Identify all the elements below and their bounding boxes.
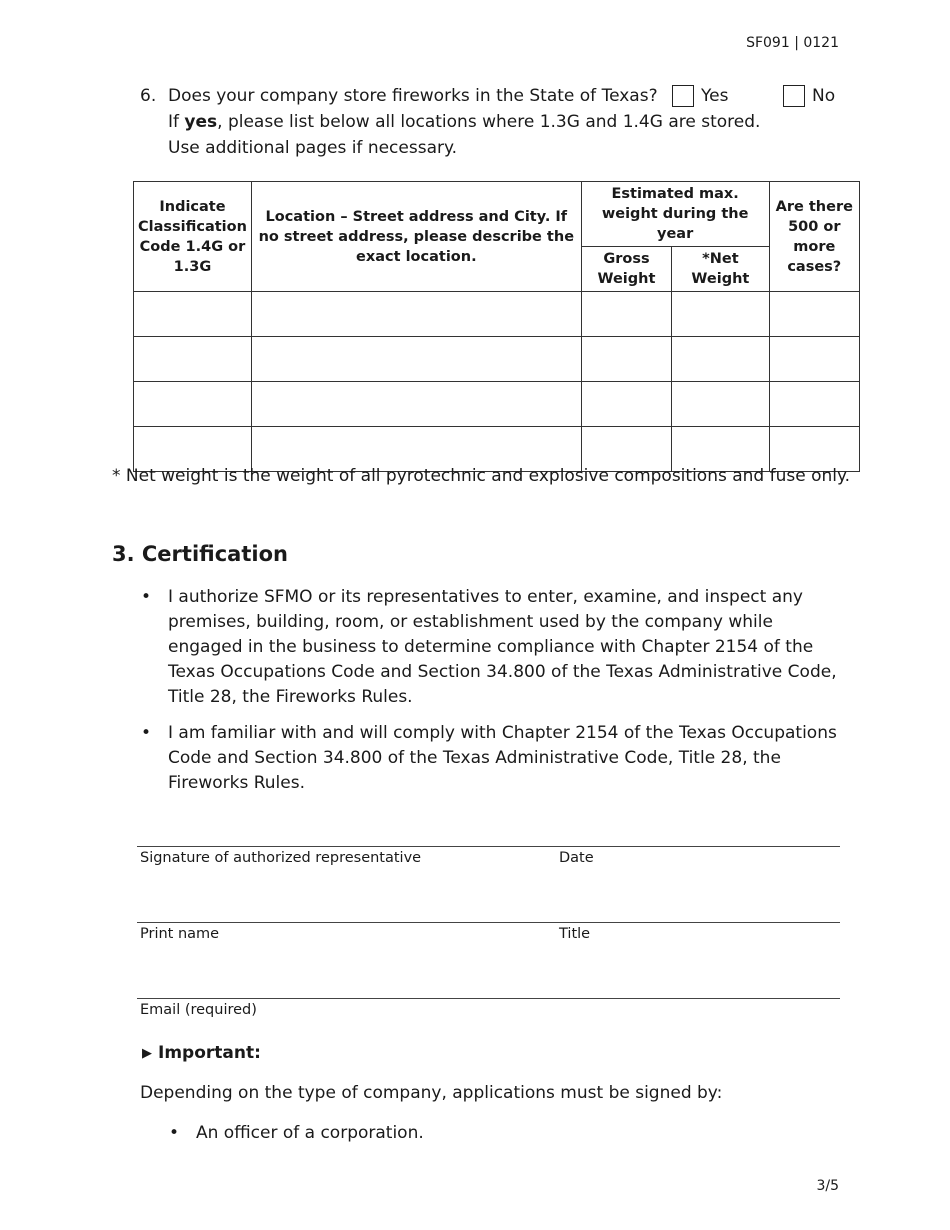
net-weight-cell[interactable] (672, 337, 769, 382)
date-field[interactable] (556, 815, 840, 845)
signing-requirement-intro: Depending on the type of company, applications must be signed by: (140, 1083, 723, 1103)
title-label: Title (559, 926, 591, 942)
table-row (134, 292, 860, 337)
no-option[interactable] (783, 83, 835, 109)
signature-label: Signature of authorized representative (140, 850, 422, 866)
no-checkbox[interactable] (783, 85, 805, 107)
classification-cell[interactable] (134, 292, 252, 337)
yes-option[interactable] (672, 83, 728, 109)
triangle-right-icon: ▶ (142, 1045, 152, 1061)
gross-weight-cell[interactable] (581, 337, 672, 382)
cases-cell[interactable] (769, 337, 859, 382)
important-heading (142, 1043, 261, 1063)
location-cell[interactable] (251, 292, 581, 337)
classification-cell[interactable] (134, 382, 252, 427)
section-title: 3. Certification (112, 542, 288, 566)
signature-line (137, 846, 840, 847)
cases-header: Are there 500 or more cases? (769, 182, 859, 292)
certification-statement: • I am familiar with and will comply with Chapter 2154 of the Texas Occupations Code and Section 34.800 of the Texas Administrative Code, Title 28, the Fireworks Rules. (168, 721, 840, 796)
email-field[interactable] (137, 967, 840, 997)
table-row (134, 337, 860, 382)
certification-statement: • I authorize SFMO or its representatives to enter, examine, and inspect any premises, building, room, or establishment used by the company while engaged in the business to determine compliance with Chapter 2154 of the Texas Occupations Code and Section 34.800 of the Texas Administrative Code, Title 28, the Fireworks Rules. (168, 585, 840, 710)
cases-cell[interactable] (769, 292, 859, 337)
email-label: Email (required) (140, 1002, 257, 1018)
certification-list (168, 585, 840, 807)
net-weight-header: *Net Weight (672, 247, 769, 292)
weight-group-header: Estimated max. weight during the year (581, 182, 769, 247)
print-name-field[interactable] (137, 891, 552, 921)
net-weight-footnote: * Net weight is the weight of all pyrotechnic and explosive compositions and fuse only. (112, 466, 851, 486)
important-label: Important: (158, 1043, 261, 1063)
question-instruction (168, 109, 778, 161)
date-label: Date (559, 850, 594, 866)
email-line (137, 998, 840, 999)
yes-label: Yes (701, 86, 729, 106)
form-id: SF091 | 0121 (746, 35, 839, 51)
gross-weight-cell[interactable] (581, 292, 672, 337)
table-row (134, 382, 860, 427)
page-number: 3/5 (816, 1178, 839, 1194)
print-name-label: Print name (140, 926, 220, 942)
gross-weight-cell[interactable] (581, 382, 672, 427)
instruction-rest: , please list below all locations where 1.3G and 1.4G are stored. Use additional pages if necessary. (168, 112, 761, 158)
location-header: Location – Street address and City. If no street address, please describe the exact location. (251, 182, 581, 292)
classification-header: Indicate Classification Code 1.4G or 1.3G (134, 182, 252, 292)
yes-checkbox[interactable] (672, 85, 694, 107)
locations-table (133, 181, 860, 472)
gross-weight-header: Gross Weight (581, 247, 672, 292)
question-number: 6. (140, 86, 157, 106)
title-field[interactable] (556, 891, 840, 921)
instruction-bold: yes (184, 112, 218, 132)
question-text: Does your company store fireworks in the State of Texas? (168, 86, 658, 106)
no-label: No (812, 86, 836, 106)
instruction-prefix: If (168, 112, 185, 132)
cases-cell[interactable] (769, 382, 859, 427)
signature-field[interactable] (137, 815, 552, 845)
net-weight-cell[interactable] (672, 292, 769, 337)
location-cell[interactable] (251, 382, 581, 427)
print-name-line (137, 922, 840, 923)
classification-cell[interactable] (134, 337, 252, 382)
net-weight-cell[interactable] (672, 382, 769, 427)
location-cell[interactable] (251, 337, 581, 382)
signer-list-item: • An officer of a corporation. (196, 1121, 424, 1145)
